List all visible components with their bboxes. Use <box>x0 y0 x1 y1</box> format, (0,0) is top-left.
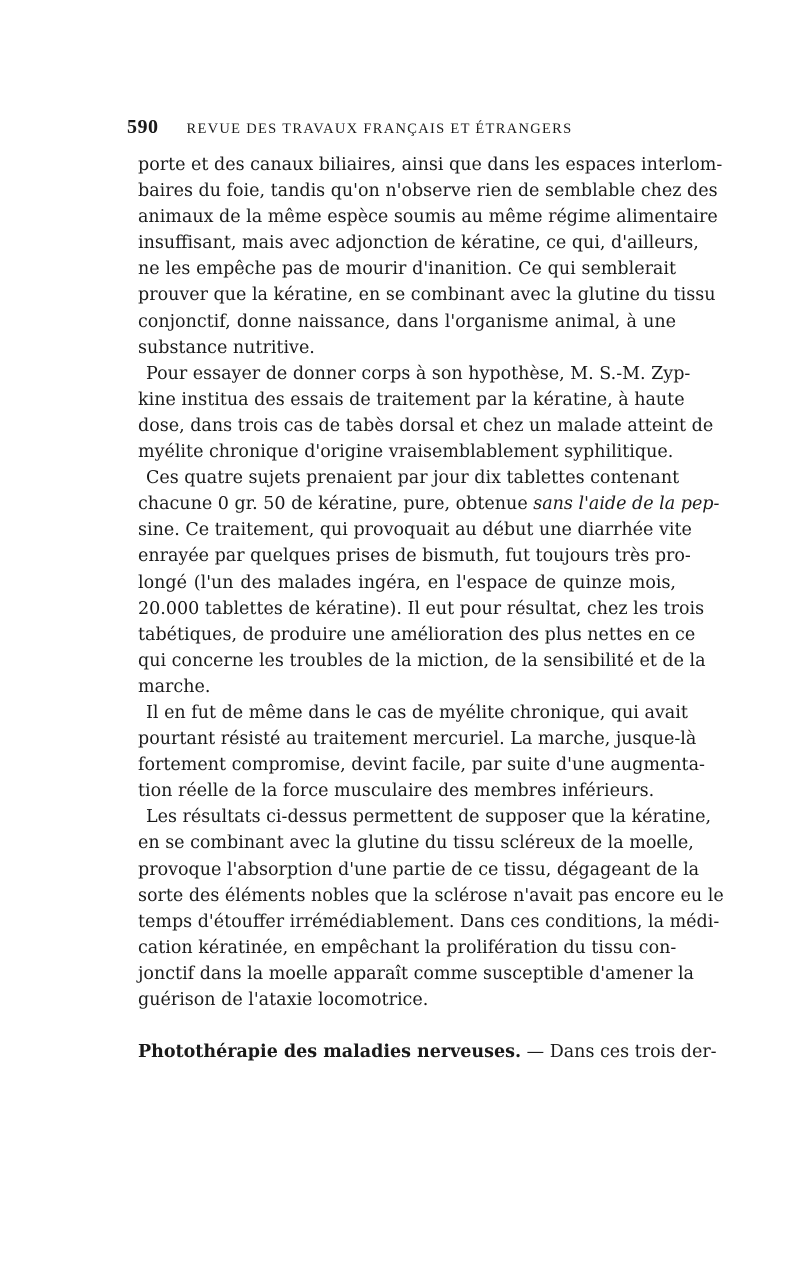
text-line: enrayée par quelques prises de bismuth, fut toujours très pro- <box>138 546 691 567</box>
text-line: kine institua des essais de traitement par la kératine, à haute <box>138 389 685 410</box>
text-line: insuffisant, mais avec adjonction de kératine, ce qui, d'ailleurs, <box>138 233 699 254</box>
section-heading: Photothérapie des maladies nerveuses. <box>138 1042 522 1063</box>
text-line: guérison de l'ataxie locomotrice. <box>138 990 429 1010</box>
text-line: conjonctif, donne naissance, dans l'organisme animal, à une <box>138 311 676 332</box>
running-title: REVUE DES TRAVAUX FRANÇAIS ET ÉTRANGERS <box>186 121 573 137</box>
text-line-with-italic <box>138 491 720 517</box>
text-line: qui concerne les troubles de la miction, de la sensibilité et de la <box>138 650 706 671</box>
running-header <box>127 116 687 142</box>
paragraph-first-line: Il en fut de même dans le cas de myélite chronique, qui avait <box>146 702 688 723</box>
text-line: marche. <box>138 676 211 697</box>
section-text: — Dans ces trois der- <box>521 1042 717 1063</box>
text-segment: chacune 0 gr. 50 de kératine, pure, obtenue <box>138 494 534 515</box>
text-line: ne les empêche pas de mourir d'inanition. Ce qui semblerait <box>138 259 676 280</box>
section-gap <box>138 1013 676 1039</box>
text-line: pourtant résisté au traitement mercuriel. La marche, jusque-là <box>138 729 697 750</box>
text-line: 20.000 tablettes de kératine). Il eut pour résultat, chez les trois <box>138 598 705 619</box>
text-line: tion réelle de la force musculaire des membres inférieurs. <box>138 781 655 802</box>
text-line: jonctif dans la moelle apparaît comme susceptible d'amener la <box>138 963 694 984</box>
paragraph-first-line: Pour essayer de donner corps à son hypothèse, M. S.-M. Zyp- <box>146 363 691 384</box>
text-line: longé (l'un des malades ingéra, en l'espace de quinze mois, <box>138 572 676 593</box>
text-line: sorte des éléments nobles que la sclérose n'avait pas encore eu le <box>138 885 724 906</box>
paragraph-first-line: Les résultats ci-dessus permettent de supposer que la kératine, <box>146 807 712 828</box>
text-line: myélite chronique d'origine vraisemblablement syphilitique. <box>138 442 674 463</box>
text-line: porte et des canaux biliaires, ainsi que dans les espaces interlom- <box>138 155 723 175</box>
text-line: provoque l'absorption d'une partie de ce tissu, dégageant de la <box>138 859 700 880</box>
text-line: prouver que la kératine, en se combinant avec la glutine du tissu <box>138 285 716 306</box>
text-line: substance nutritive. <box>138 337 315 358</box>
italic-phrase: sans l'aide de la pep- <box>533 494 720 515</box>
text-line: cation kératinée, en empêchant la prolifération du tissu con- <box>138 937 677 958</box>
text-line: sine. Ce traitement, qui provoquait au début une diarrhée vite <box>138 520 692 541</box>
text-line: tabétiques, de produire une amélioration des plus nettes en ce <box>138 624 696 645</box>
text-line: en se combinant avec la glutine du tissu scléreux de la moelle, <box>138 833 694 854</box>
text-line: fortement compromise, devint facile, par suite d'une augmenta- <box>138 755 705 776</box>
text-line: temps d'étouffer irrémédiablement. Dans ces conditions, la médi- <box>138 911 720 932</box>
paragraph-first-line: Ces quatre sujets prenaient par jour dix tablettes contenant <box>146 468 680 489</box>
page-number: 590 <box>127 116 159 138</box>
body-text <box>138 152 724 1065</box>
section-lead-line <box>138 1039 717 1065</box>
text-line: animaux de la même espèce soumis au même régime alimentaire <box>138 207 718 228</box>
text-line: baires du foie, tandis qu'on n'observe rien de semblable chez des <box>138 181 718 202</box>
text-line: dose, dans trois cas de tabès dorsal et chez un malade atteint de <box>138 415 714 436</box>
